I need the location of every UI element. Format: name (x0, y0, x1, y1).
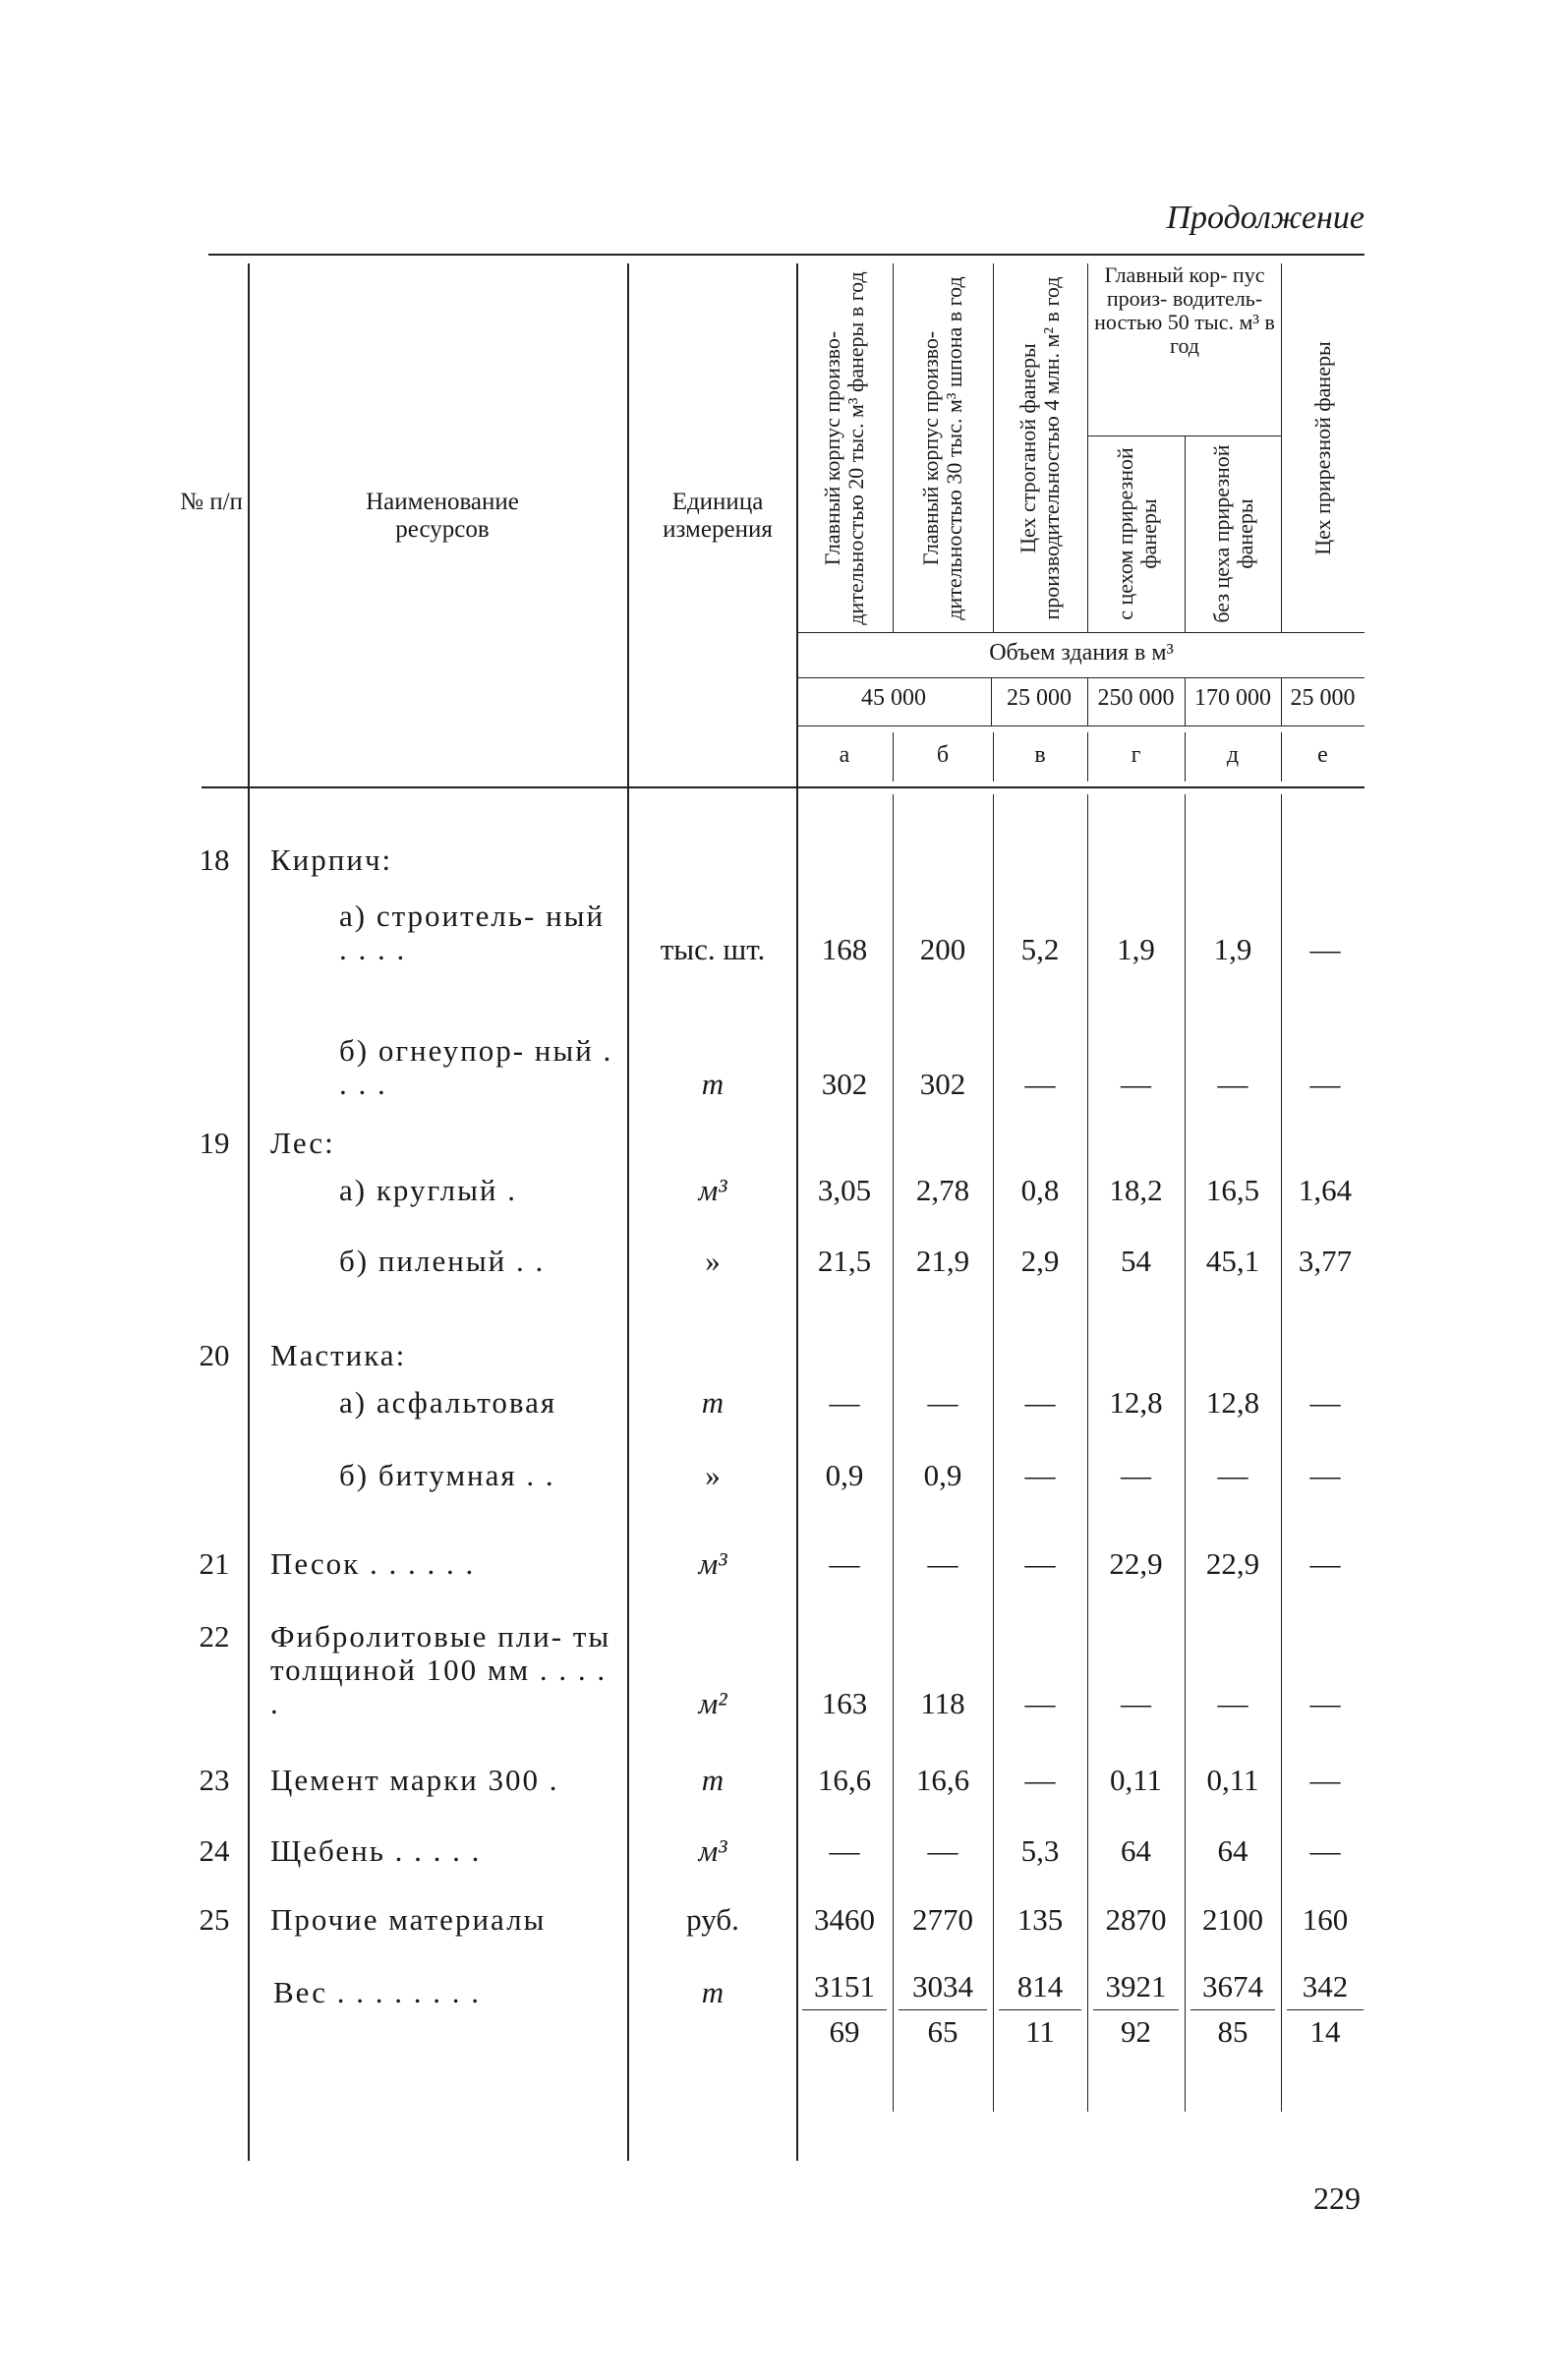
row-number: 21 (199, 1546, 230, 1581)
weight-numerator: 3034 (912, 1969, 973, 2003)
row-name: а) строитель- ный . . . . (339, 899, 606, 966)
row-unit: руб. (686, 1902, 739, 1937)
col-rule-b (993, 263, 994, 633)
weight-numerator: 342 (1302, 1969, 1349, 2003)
weight-numerator: 3151 (814, 1969, 875, 2003)
row-name: Песок . . . . . . (270, 1546, 476, 1581)
letter-v: в (1034, 742, 1046, 768)
row-unit: м³ (698, 1173, 727, 1207)
row-name: б) битумная . . (339, 1458, 555, 1492)
row-value: 21,9 (915, 1244, 970, 1278)
row-value: 16,6 (817, 1763, 872, 1797)
row-value: — (1121, 1686, 1151, 1720)
col-rule-name (627, 263, 629, 2161)
row-value: — (1309, 1458, 1341, 1492)
col-rule-v (1087, 263, 1088, 633)
row-name: Кирпич: (270, 842, 393, 877)
row-unit: » (705, 1244, 721, 1278)
row-value: 18,2 (1109, 1173, 1163, 1207)
row-value: 54 (1121, 1244, 1151, 1278)
weight-denominator: 65 (927, 2014, 958, 2049)
row-value: — (1309, 1546, 1341, 1581)
row-value: 2,78 (915, 1173, 970, 1207)
row-number: 22 (199, 1619, 230, 1654)
row-name: Цемент марки 300 . (270, 1763, 559, 1797)
row-value: 64 (1217, 1833, 1248, 1868)
fraction-bar (1093, 2009, 1179, 2010)
row-value: 16,5 (1205, 1173, 1260, 1207)
col-rule-g (1185, 436, 1186, 633)
weight-denominator: 85 (1217, 2014, 1248, 2049)
row-value: — (1024, 1686, 1056, 1720)
row-value: 0,8 (1020, 1173, 1060, 1207)
row-value: — (829, 1385, 860, 1420)
weight-denominator: 69 (829, 2014, 860, 2049)
volume-label: Объем здания в м³ (989, 640, 1174, 666)
row-number: 20 (199, 1338, 230, 1372)
volume-d: 170 000 (1194, 685, 1271, 711)
weight-numerator: 3674 (1202, 1969, 1263, 2003)
header-bottom-rule (202, 786, 1364, 788)
row-name: Лес: (270, 1126, 335, 1160)
row-value: — (829, 1546, 860, 1581)
fraction-bar (1287, 2009, 1364, 2010)
col-rule-no (248, 263, 250, 2161)
row-value: 1,9 (1117, 932, 1155, 966)
row-unit: т (701, 1763, 725, 1797)
volume-rule-mid (796, 677, 1364, 678)
row-value: 5,3 (1020, 1833, 1060, 1868)
row-number: 19 (199, 1126, 230, 1160)
row-value: 22,9 (1205, 1546, 1260, 1581)
volume-g: 250 000 (1097, 685, 1175, 711)
row-value: — (1309, 1686, 1341, 1720)
row-value: — (927, 1833, 958, 1868)
row-value: 2100 (1202, 1902, 1263, 1937)
row-value: — (1121, 1067, 1151, 1101)
row-name: б) огнеупор- ный . . . . (339, 1033, 613, 1101)
col-header-a: Главный корпус произво- дительностью 20 тыс. м³ фанеры в год (820, 271, 868, 625)
row-value: — (1309, 1067, 1341, 1101)
row-value: 168 (821, 932, 868, 966)
col-header-g: с цехом прирезной фанеры (1113, 447, 1161, 620)
col-header-v: Цех строганой фанеры производительностью 4 млн. м² в год (1016, 276, 1064, 620)
table-top-rule (208, 254, 1364, 256)
col-header-d: без цеха прирезной фанеры (1209, 444, 1257, 623)
row-value: 1,9 (1213, 932, 1252, 966)
row-name: Фибролитовые пли- ты толщиной 100 мм . . . . . (270, 1619, 611, 1720)
row-value: 302 (919, 1067, 966, 1101)
fraction-bar (999, 2009, 1081, 2010)
row-number: 24 (199, 1833, 230, 1868)
row-number: 18 (199, 842, 230, 877)
row-unit: т (701, 1385, 725, 1420)
letter-d: д (1226, 742, 1240, 768)
col-rule-a (893, 263, 894, 633)
row-unit: м³ (698, 1833, 727, 1868)
row-value: — (1217, 1458, 1248, 1492)
letter-b: б (936, 742, 950, 768)
row-value: 2870 (1105, 1902, 1167, 1937)
row-value: 135 (1016, 1902, 1064, 1937)
row-name: Вес . . . . . . . . (273, 1975, 481, 2009)
row-value: 3,77 (1298, 1244, 1353, 1278)
row-value: 0,9 (825, 1458, 864, 1492)
page-number: 229 (1313, 2180, 1361, 2216)
row-value: — (1217, 1686, 1248, 1720)
row-unit: тыс. шт. (660, 932, 766, 966)
row-value: 118 (920, 1686, 965, 1720)
row-unit: т (701, 1975, 725, 2009)
row-value: 22,9 (1109, 1546, 1163, 1581)
weight-denominator: 11 (1025, 2014, 1055, 2049)
row-value: — (1309, 1833, 1341, 1868)
row-value: 1,64 (1298, 1173, 1353, 1207)
row-value: — (1217, 1067, 1248, 1101)
row-name: Щебень . . . . . (270, 1833, 482, 1868)
col-header-e: Цех прирезной фанеры (1310, 341, 1335, 555)
row-value: 21,5 (817, 1244, 872, 1278)
volume-e: 25 000 (1290, 685, 1356, 711)
fraction-bar (899, 2009, 987, 2010)
row-unit: м³ (698, 1546, 727, 1581)
weight-numerator: 814 (1016, 1969, 1064, 2003)
row-unit: » (705, 1458, 721, 1492)
row-value: — (1024, 1763, 1056, 1797)
col-header-unit: Единица измерения (663, 489, 773, 543)
letter-a: а (839, 742, 850, 768)
row-value: 163 (821, 1686, 868, 1720)
row-value: — (1309, 932, 1341, 966)
row-number: 23 (199, 1763, 230, 1797)
row-value: 160 (1302, 1902, 1349, 1937)
col-header-b: Главный корпус произво- дительностью 30 тыс. м³ шпона в год (918, 276, 966, 620)
row-value: 16,6 (915, 1763, 970, 1797)
letter-g: г (1131, 742, 1141, 768)
row-value: — (1309, 1385, 1341, 1420)
row-value: 12,8 (1109, 1385, 1163, 1420)
continuation-label: Продолжение (1166, 200, 1364, 236)
row-value: 0,11 (1109, 1763, 1163, 1797)
row-value: — (1121, 1458, 1151, 1492)
row-name: а) асфальтовая (339, 1385, 557, 1420)
row-value: 0,11 (1206, 1763, 1259, 1797)
col-header-no: № п/п (180, 489, 243, 515)
weight-numerator: 3921 (1105, 1969, 1167, 2003)
row-value: 200 (919, 932, 966, 966)
fraction-bar (1190, 2009, 1275, 2010)
row-number: 25 (199, 1902, 230, 1937)
row-value: 0,9 (923, 1458, 962, 1492)
row-unit: т (701, 1067, 725, 1101)
weight-denominator: 14 (1309, 2014, 1341, 2049)
col-group-header-gd: Главный кор- пус произ- водитель- ностью 50 тыс. м³ в год (1094, 262, 1275, 358)
row-value: 3460 (814, 1902, 875, 1937)
row-value: 12,8 (1205, 1385, 1260, 1420)
row-value: — (1024, 1385, 1056, 1420)
volume-v: 25 000 (1007, 685, 1072, 711)
row-value: 2,9 (1020, 1244, 1060, 1278)
row-value: 5,2 (1020, 932, 1060, 966)
row-value: — (829, 1833, 860, 1868)
row-value: — (927, 1546, 958, 1581)
volume-rule-top (796, 632, 1364, 633)
fraction-bar (802, 2009, 887, 2010)
weight-denominator: 92 (1121, 2014, 1151, 2049)
row-value: — (1024, 1067, 1056, 1101)
row-unit: м² (698, 1686, 727, 1720)
col-rule-d (1281, 263, 1282, 633)
row-name: Прочие материалы (270, 1902, 547, 1937)
row-value: — (1024, 1458, 1056, 1492)
volume-ab: 45 000 (861, 685, 926, 711)
letter-e: е (1317, 742, 1328, 768)
col-header-name: Наименование ресурсов (366, 489, 519, 543)
row-name: Мастика: (270, 1338, 407, 1372)
row-value: — (1309, 1763, 1341, 1797)
row-value: 2770 (912, 1902, 973, 1937)
row-name: а) круглый . (339, 1173, 518, 1207)
row-value: 302 (821, 1067, 868, 1101)
col-rule-unit (796, 263, 798, 2161)
row-value: 64 (1121, 1833, 1151, 1868)
row-value: 45,1 (1205, 1244, 1260, 1278)
row-value: 3,05 (817, 1173, 872, 1207)
row-value: — (1024, 1546, 1056, 1581)
row-name: б) пиленый . . (339, 1244, 546, 1278)
row-value: — (927, 1385, 958, 1420)
